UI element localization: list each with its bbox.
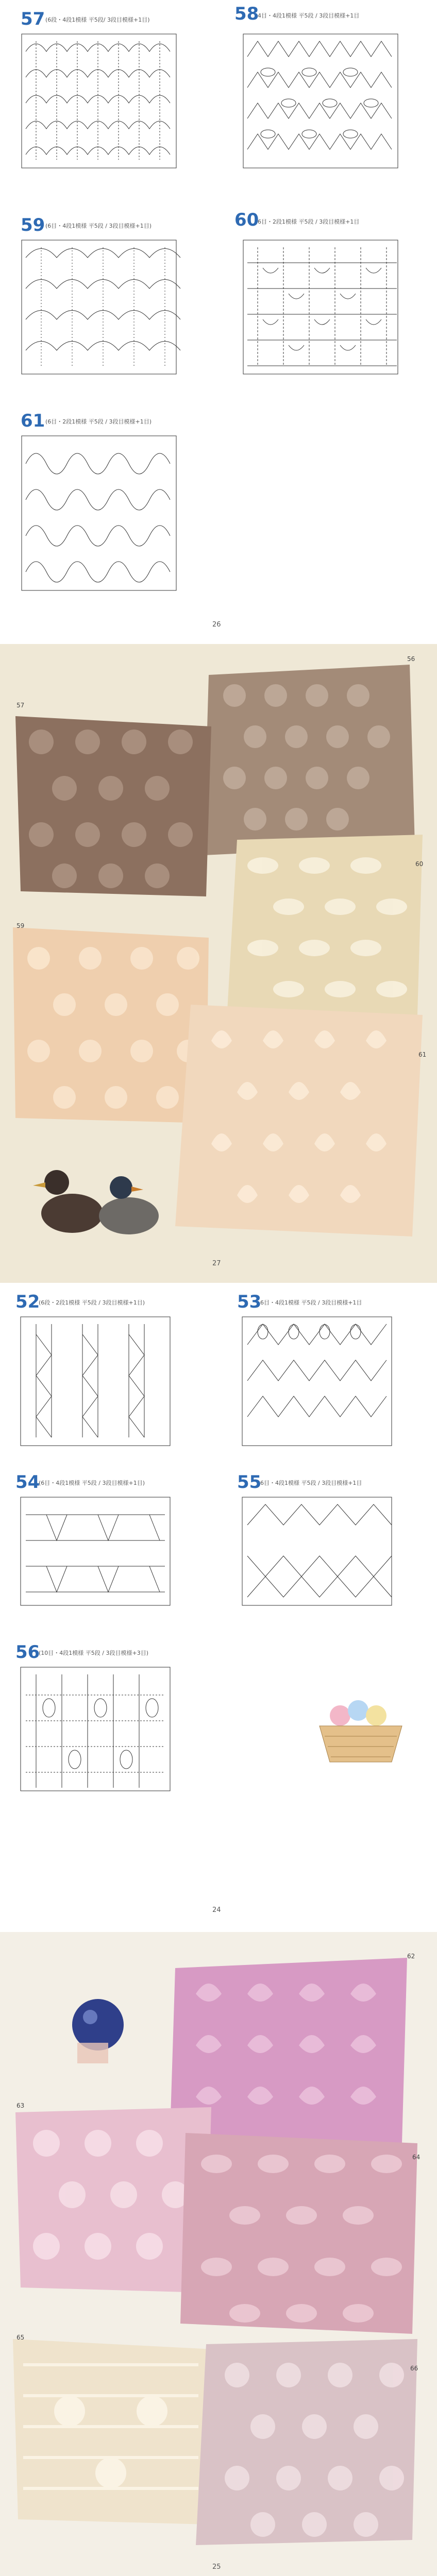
swatch-64 — [175, 2123, 423, 2339]
swatch-57 — [10, 706, 216, 902]
section-caption: 6目・4段1模様 平5段 / 3段目模様+1目 — [260, 1480, 362, 1486]
crochet-chart-59 — [15, 237, 191, 392]
section-number: 59 — [21, 215, 45, 235]
page-number: 27 — [212, 1260, 221, 1267]
section-caption: 4目・4段1模様 平5段 / 3段目模様+1目 — [258, 12, 360, 19]
section-caption: (6目・2段1模様 平5段 / 3段目模様+1目) — [45, 418, 152, 425]
page-number: 25 — [212, 2563, 221, 2571]
section-number: 53 — [237, 1292, 262, 1312]
swatch-label: 61 — [418, 1051, 427, 1058]
swatch-65 — [8, 2334, 219, 2530]
chart-page-26 — [0, 0, 437, 644]
section-number: 60 — [234, 210, 259, 230]
section-caption: 6目・4段1模様 平5段 / 3段目模様+1目 — [260, 1299, 362, 1306]
swatch-66 — [191, 2334, 423, 2550]
photo-page-25 — [0, 1932, 437, 2576]
chart-page-24 — [0, 1283, 437, 1932]
section-number: 52 — [15, 1292, 40, 1312]
swatch-label: 60 — [415, 860, 424, 868]
section-number: 57 — [21, 9, 45, 29]
page-number: 26 — [212, 621, 221, 629]
swatch-label: 57 — [16, 702, 25, 709]
crochet-chart-53 — [237, 1314, 407, 1458]
section-caption: (6目・4段1模様 平5段 / 3段目模様+1目) — [39, 1480, 145, 1486]
swatch-label: 56 — [407, 655, 415, 663]
swatch-label: 64 — [412, 2154, 421, 2161]
crochet-chart-58 — [237, 31, 412, 185]
section-number: 56 — [15, 1642, 40, 1663]
section-caption: (10目・4段1模様 平5段 / 3段目模様+3目) — [39, 1650, 148, 1656]
swatch-61 — [170, 994, 428, 1242]
swatch-label: 65 — [16, 2334, 25, 2341]
swatch-label: 63 — [16, 2102, 25, 2109]
crochet-chart-52 — [15, 1314, 186, 1458]
yarn-basket-icon — [309, 1690, 412, 1777]
section-caption: (6段・2段1模様 平5段 / 3段目模様+1目) — [39, 1299, 145, 1306]
section-caption: (6目・4段1模様 平5段 / 3段目模様+1目) — [45, 223, 152, 229]
duck-figurines — [26, 1151, 170, 1244]
crochet-chart-60 — [237, 237, 412, 392]
section-number: 58 — [234, 4, 259, 24]
blue-marble-decoration — [67, 1994, 149, 2071]
photo-page-27 — [0, 644, 437, 1283]
swatch-label: 66 — [410, 2365, 418, 2372]
page-number: 24 — [212, 1906, 221, 1914]
crochet-chart-56 — [15, 1664, 191, 1808]
section-caption: 6目・2段1模様 平5段 / 3段目模様+1目 — [258, 218, 360, 225]
crochet-chart-55 — [237, 1494, 407, 1618]
crochet-chart-61 — [15, 433, 191, 603]
crochet-chart-57 — [15, 31, 191, 185]
section-number: 61 — [21, 411, 45, 431]
crochet-chart-54 — [15, 1494, 201, 1618]
section-number: 54 — [15, 1472, 40, 1493]
section-number: 55 — [237, 1472, 262, 1493]
section-caption: (6段・4段1模様 平5段/ 3段目模様+1目) — [45, 16, 150, 23]
swatch-label: 62 — [407, 1953, 415, 1960]
swatch-label: 59 — [16, 922, 25, 929]
